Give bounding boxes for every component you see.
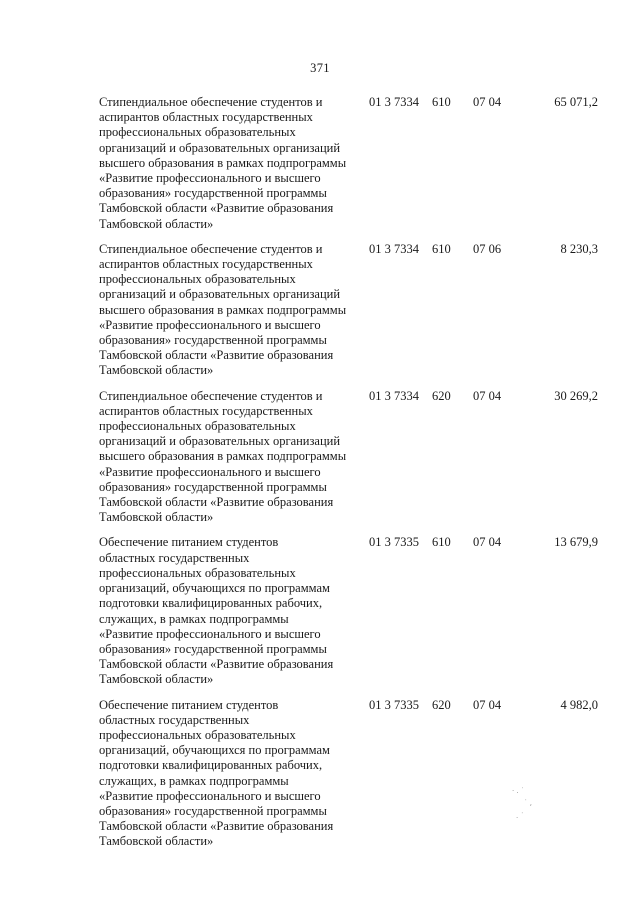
description-line: Стипендиальное обеспечение студентов и [99, 388, 323, 403]
row-description [99, 389, 367, 526]
target-code: 01 3 7334 [369, 388, 419, 403]
description-line: областных государственных [99, 712, 250, 727]
section-subsection: 07 04 [473, 388, 502, 403]
description-line: «Развитие профессионального и высшего [99, 317, 321, 332]
table-row [0, 389, 640, 526]
amount: 13 679,9 [554, 535, 598, 550]
page-number: 371 [310, 61, 330, 75]
expense-type: 610 [432, 535, 451, 550]
target-code: 01 3 7334 [369, 241, 419, 256]
target-code: 01 3 7335 [369, 535, 419, 550]
description-line: «Развитие профессионального и высшего [99, 464, 321, 479]
table-row [0, 95, 640, 232]
description-line: профессиональных образовательных [99, 125, 296, 140]
expense-type: 610 [432, 95, 451, 109]
description-line: образования» государственной программы [99, 803, 327, 818]
description-line: профессиональных образовательных [99, 419, 296, 434]
description-line: подготовки квалифицированных рабочих, [99, 758, 323, 773]
table-row [0, 535, 640, 687]
description-line: Тамбовской области» [99, 510, 214, 525]
scan-speck: · . ˙ [512, 787, 525, 795]
description-line: профессиональных образовательных [99, 565, 296, 580]
table-row [0, 242, 640, 379]
amount: 8 230,3 [560, 241, 598, 256]
description-line: Тамбовской области «Развитие образования [99, 348, 334, 363]
amount: 4 982,0 [560, 697, 598, 712]
description-line: Тамбовской области» [99, 834, 214, 849]
description-line: «Развитие профессионального и высшего [99, 171, 321, 186]
expense-type: 620 [432, 697, 451, 712]
description-line: «Развитие профессионального и высшего [99, 626, 321, 641]
description-line: Тамбовской области» [99, 363, 214, 378]
description-line: организаций и образовательных организаций [99, 434, 341, 449]
description-line: областных государственных [99, 550, 250, 565]
description-line: профессиональных образовательных [99, 727, 296, 742]
description-line: профессиональных образовательных [99, 272, 296, 287]
scan-speck: ˙ , [524, 799, 532, 807]
description-line: образования» государственной программы [99, 641, 327, 656]
description-line: образования» государственной программы [99, 186, 327, 201]
description-line: Стипендиальное обеспечение студентов и [99, 241, 323, 256]
description-line: организаций и образовательных организаций [99, 140, 341, 155]
section-subsection: 07 04 [473, 535, 502, 550]
description-line: организаций и образовательных организаций [99, 287, 341, 302]
budget-table [0, 95, 640, 860]
row-description [99, 535, 367, 687]
description-line: Стипендиальное обеспечение студентов и [99, 95, 323, 109]
row-description [99, 698, 367, 850]
description-line: Тамбовской области «Развитие образования [99, 495, 334, 510]
row-description [99, 95, 367, 232]
amount: 65 071,2 [554, 95, 598, 109]
description-line: Тамбовской области» [99, 672, 214, 687]
description-line: Тамбовской области «Развитие образования [99, 201, 334, 216]
section-subsection: 07 04 [473, 697, 502, 712]
description-line: высшего образования в рамках подпрограммы [99, 449, 347, 464]
section-subsection: 07 04 [473, 95, 502, 109]
description-line: высшего образования в рамках подпрограммы [99, 302, 347, 317]
description-line: Обеспечение питанием студентов [99, 697, 279, 712]
description-line: Тамбовской области «Развитие образования [99, 657, 334, 672]
table-row [0, 698, 640, 850]
row-description [99, 242, 367, 379]
description-line: Тамбовской области» [99, 216, 214, 231]
expense-type: 610 [432, 241, 451, 256]
description-line: образования» государственной программы [99, 333, 327, 348]
description-line: аспирантов областных государственных [99, 403, 313, 418]
description-line: образования» государственной программы [99, 479, 327, 494]
description-line: высшего образования в рамках подпрограммы [99, 155, 347, 170]
description-line: Обеспечение питанием студентов [99, 535, 279, 550]
target-code: 01 3 7335 [369, 697, 419, 712]
section-subsection: 07 06 [473, 241, 502, 256]
description-line: организаций, обучающихся по программам [99, 743, 330, 758]
amount: 30 269,2 [554, 388, 598, 403]
description-line: подготовки квалифицированных рабочих, [99, 596, 323, 611]
description-line: служащих, в рамках подпрограммы [99, 611, 289, 626]
description-line: служащих, в рамках подпрограммы [99, 773, 289, 788]
description-line: организаций, обучающихся по программам [99, 581, 330, 596]
expense-type: 620 [432, 388, 451, 403]
description-line: «Развитие профессионального и высшего [99, 788, 321, 803]
target-code: 01 3 7334 [369, 95, 419, 109]
description-line: Тамбовской области «Развитие образования [99, 819, 334, 834]
description-line: аспирантов областных государственных [99, 257, 313, 272]
description-line: аспирантов областных государственных [99, 110, 313, 125]
scan-speck: . ˙ [516, 812, 524, 820]
